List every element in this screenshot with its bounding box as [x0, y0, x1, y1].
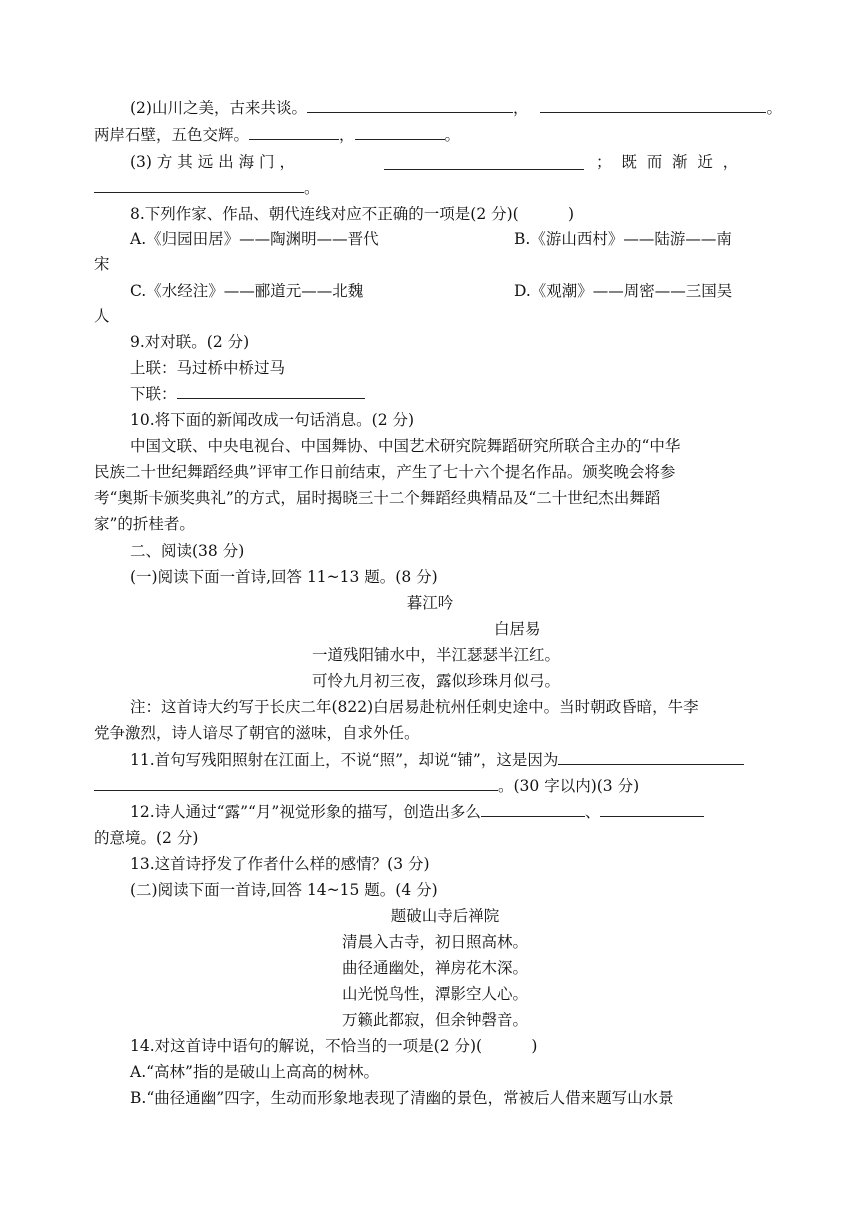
poem1-title: 暮江吟: [406, 594, 454, 612]
part-two-heading: (二)阅读下面一首诗,回答 14~15 题。(4 分): [130, 881, 438, 899]
q10-text-line: 家”的折桂者。: [94, 515, 195, 533]
q8-option-d: D.《观潮》——周密——三国吴: [514, 282, 733, 300]
answer-blank[interactable]: [355, 125, 445, 140]
q11-stem: 11.首句写残阳照射在江面上，不说“照”，却说“铺”，这是因为: [130, 750, 744, 770]
section-heading: 二、阅读(38 分): [130, 542, 245, 560]
answer-blank[interactable]: [94, 776, 498, 791]
q10-text-line: 民族二十世纪舞蹈经典”评审工作日前结束，产生了七十六个提名作品。颁奖晚会将参: [94, 463, 676, 481]
q14-stem: 14.对这首诗中语句的解说，不恰当的一项是(2 分)( ): [130, 1037, 538, 1055]
q9-upper-couplet: 上联：马过桥中桥过马: [130, 359, 286, 377]
poem2-title: 题破山寺后禅院: [390, 907, 500, 925]
poem1-note: 注：这首诗大约写于长庆二年(822)白居易赴杭州任刺史途中。当时朝政昏暗，牛李: [130, 698, 699, 716]
q11-cont: 。(30 字以内)(3 分): [94, 776, 639, 796]
answer-blank[interactable]: [177, 384, 365, 399]
answer-blank[interactable]: [600, 802, 704, 817]
answer-blank[interactable]: [94, 178, 304, 193]
q12-stem: 12.诗人通过“露”“月”视觉形象的描写，创造出多么 、: [130, 802, 704, 822]
poem1-note-cont: 党争激烈，诗人谙尽了朝官的滋味，自求外任。: [94, 724, 420, 742]
q14-option-a: A.“高林”指的是破山上高高的树林。: [130, 1063, 379, 1081]
q10-text-line: 考“奥斯卡颁奖典礼”的方式，届时揭晓三十二个舞蹈经典精品及“二十世纪杰出舞蹈: [94, 489, 661, 507]
q9-lower-couplet: 下联：: [130, 384, 365, 404]
q7-line-4b: ； 既 而 渐 近 ，: [596, 153, 739, 171]
answer-blank[interactable]: [558, 750, 744, 765]
part-one-heading: (一)阅读下面一首诗,回答 11~13 题。(8 分): [130, 568, 438, 586]
q14-option-b: B.“曲径通幽”四字，生动而形象地表现了清幽的景色，常被后人借来题写山水景: [130, 1089, 674, 1107]
q7-line-3: 两岸石壁，五色交辉。 ， 。: [94, 126, 461, 144]
poem2-line: 清晨入古寺，初日照高林。: [342, 933, 529, 951]
q10-stem: 10.将下面的新闻改成一句话消息。(2 分): [130, 411, 415, 429]
q8-option-c: C.《水经注》——郦道元——北魏: [130, 282, 364, 300]
poem2-line: 山光悦鸟性，潭影空人心。: [342, 985, 529, 1003]
answer-blank[interactable]: [481, 802, 585, 817]
poem1-author: 白居易: [494, 620, 541, 638]
poem2-line: 曲径通幽处，禅房花木深。: [342, 959, 529, 977]
q7-line-5: 。: [94, 178, 320, 198]
q8-option-a: A.《归园田居》——陶渊明——晋代: [130, 230, 379, 248]
answer-blank[interactable]: [384, 155, 584, 170]
q8-option-d-cont: 人: [94, 307, 110, 325]
q7-line-2: (2)山川之美，古来共谈。 ， 。: [130, 99, 782, 117]
poem1-line: 一道残阳铺水中，半江瑟瑟半江红。: [312, 646, 561, 664]
q10-text-line: 中国文联、中央电视台、中国舞协、中国艺术研究院舞蹈研究所联合主办的“中华: [130, 437, 681, 455]
q7-line-4a: (3) 方 其 远 出 海 门 ，: [130, 153, 295, 171]
q8-option-b: B.《游山西村》——陆游——南: [514, 230, 732, 248]
answer-blank[interactable]: [307, 98, 513, 113]
q13-stem: 13.这首诗抒发了作者什么样的感情？(3 分): [130, 855, 430, 873]
q8-option-b-cont: 宋: [94, 255, 110, 273]
answer-blank[interactable]: [540, 98, 766, 113]
q8-stem: 8.下列作家、作品、朝代连线对应不正确的一项是(2 分)( ): [130, 205, 575, 223]
answer-blank[interactable]: [249, 125, 339, 140]
q9-stem: 9.对对联。(2 分): [130, 333, 250, 351]
q12-cont: 的意境。(2 分): [94, 829, 199, 847]
poem1-line: 可怜九月初三夜，露似珍珠月似弓。: [312, 672, 561, 690]
poem2-line: 万籁此都寂，但余钟磬音。: [342, 1011, 529, 1029]
